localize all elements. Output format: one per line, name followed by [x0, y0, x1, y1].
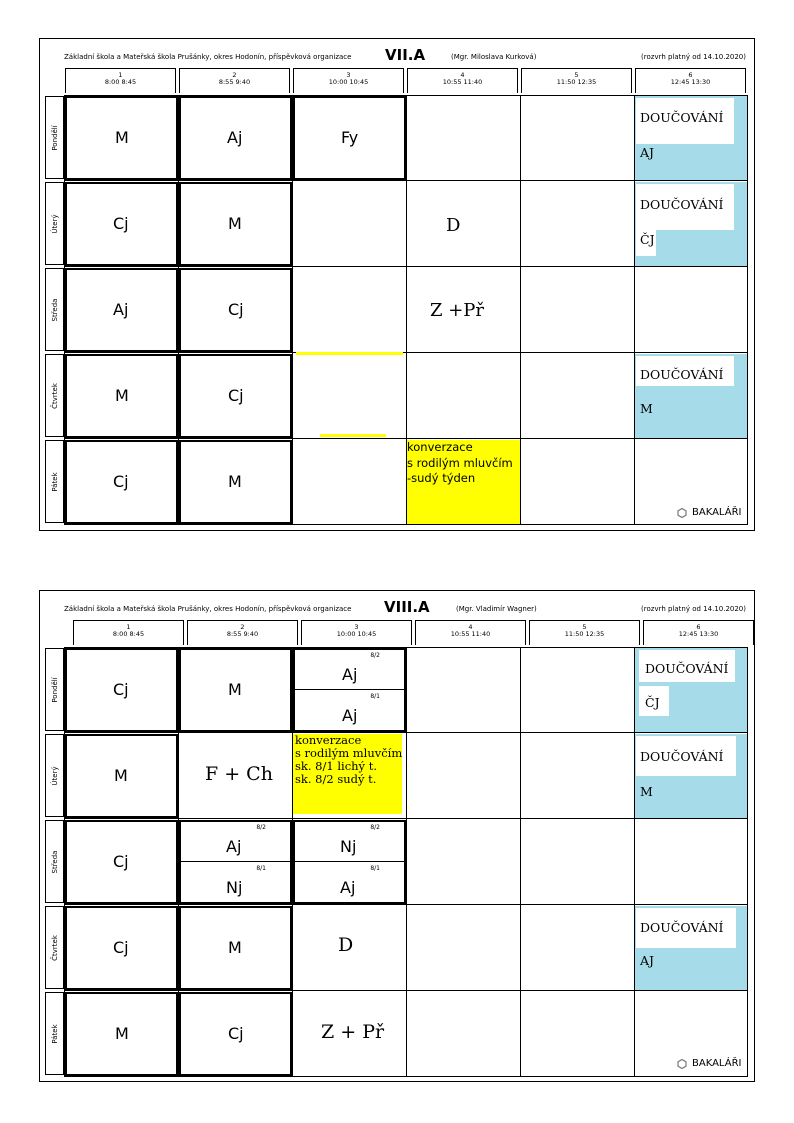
- lesson-cell: M: [65, 734, 178, 818]
- period-header-4: 4 10:55 11:40: [415, 620, 526, 645]
- timetable-vii-a: [39, 38, 755, 531]
- validity-note: (rozvrh platný od 14.10.2020): [641, 605, 746, 613]
- class-title: VII.A: [385, 46, 426, 64]
- lesson-label: F + Ch: [205, 763, 273, 785]
- group-label: 8/1: [256, 865, 266, 872]
- period-header-1: 1 8:00 8:45: [73, 620, 184, 645]
- lesson-cell: Cj: [179, 268, 292, 352]
- tutoring-subject: ČJ: [645, 695, 660, 710]
- lesson-cell: Aj: [179, 96, 292, 180]
- tutoring-subject: AJ: [640, 953, 655, 968]
- lesson-cell: Cj: [65, 820, 178, 904]
- group-label: 8/2: [370, 652, 380, 659]
- tutoring-label: DOUČOVÁNÍ: [640, 110, 724, 125]
- group-label: 8/2: [370, 824, 380, 831]
- period-header-5: 5 11:50 12:35: [529, 620, 640, 645]
- lesson-cell: Cj: [65, 906, 178, 990]
- bakalari-logo: BAKALÁŘI: [677, 1058, 741, 1069]
- day-label-friday: Pátek: [45, 992, 64, 1075]
- split-lesson-cell: 8/2 Aj 8/1 Nj: [179, 820, 292, 904]
- period-header-2: 2 8:55 9:40: [179, 68, 290, 93]
- timetable-viii-a: [39, 590, 755, 1082]
- lesson-cell: Cj: [65, 440, 178, 524]
- period-header-5: 5 11:50 12:35: [521, 68, 632, 93]
- school-name: Základní škola a Mateřská škola Prušánky, okres Hodonín, příspěvková organizace: [64, 605, 352, 613]
- tutoring-label: DOUČOVÁNÍ: [645, 661, 729, 676]
- day-label-tuesday: Úterý: [45, 734, 64, 817]
- tutoring-label: DOUČOVÁNÍ: [640, 749, 724, 764]
- tutoring-subject: ČJ: [640, 232, 655, 247]
- split-lesson-cell: 8/2 Nj 8/1 Aj: [293, 820, 406, 904]
- group-label: 8/1: [370, 865, 380, 872]
- group-label: 8/1: [370, 693, 380, 700]
- tutoring-subject: M: [640, 784, 653, 799]
- lesson-cell: M: [65, 354, 178, 438]
- lesson-cell: Cj: [65, 182, 178, 266]
- period-header-6: 6 12:45 13:30: [643, 620, 754, 645]
- lesson-cell: Aj: [65, 268, 178, 352]
- hexagon-icon: [677, 508, 687, 518]
- conversation-note: konverzace s rodilým mluvčím -sudý týden: [407, 440, 513, 485]
- lesson-label: Z +Př: [430, 300, 485, 321]
- lesson-cell: M: [179, 906, 292, 990]
- lesson-cell: M: [65, 96, 178, 180]
- day-label-thursday: Čtvrtek: [45, 354, 64, 437]
- lesson-label: Z + Př: [321, 1021, 385, 1043]
- period-header-4: 4 10:55 11:40: [407, 68, 518, 93]
- day-label-wednesday: Středa: [45, 820, 64, 903]
- lesson-label: D: [338, 934, 354, 956]
- lesson-cell: M: [65, 992, 178, 1076]
- lesson-cell: M: [179, 182, 292, 266]
- day-label-monday: Pondělí: [45, 96, 64, 179]
- period-header-6: 6 12:45 13:30: [635, 68, 746, 93]
- hexagon-icon: [677, 1059, 687, 1069]
- period-header-3: 3 10:00 10:45: [293, 68, 404, 93]
- lesson-cell: Cj: [65, 648, 178, 732]
- period-header-1: 1 8:00 8:45: [65, 68, 176, 93]
- lesson-cell: Fy: [293, 96, 406, 180]
- lesson-cell: M: [179, 440, 292, 524]
- day-label-tuesday: Úterý: [45, 182, 64, 265]
- class-teacher: (Mgr. Vladimír Wagner): [456, 605, 537, 613]
- lesson-cell: Cj: [179, 354, 292, 438]
- class-teacher: (Mgr. Miloslava Kurková): [451, 53, 537, 61]
- validity-note: (rozvrh platný od 14.10.2020): [641, 53, 746, 61]
- tutoring-label: DOUČOVÁNÍ: [640, 367, 724, 382]
- day-label-monday: Pondělí: [45, 648, 64, 731]
- day-label-thursday: Čtvrtek: [45, 906, 64, 989]
- day-label-wednesday: Středa: [45, 268, 64, 351]
- class-title: VIII.A: [384, 598, 430, 616]
- period-header-2: 2 8:55 9:40: [187, 620, 298, 645]
- bakalari-logo: BAKALÁŘI: [677, 507, 741, 518]
- conversation-note: konverzace s rodilým mluvčím sk. 8/1 lichý t. sk. 8/2 sudý t.: [295, 733, 403, 786]
- day-label-friday: Pátek: [45, 440, 64, 523]
- lesson-cell: Cj: [179, 992, 292, 1076]
- tutoring-label: DOUČOVÁNÍ: [640, 920, 724, 935]
- lesson-cell: M: [179, 648, 292, 732]
- group-label: 8/2: [256, 824, 266, 831]
- lesson-label: D: [446, 215, 461, 236]
- tutoring-label: DOUČOVÁNÍ: [640, 197, 724, 212]
- tutoring-subject: AJ: [640, 145, 655, 160]
- school-name: Základní škola a Mateřská škola Prušánky, okres Hodonín, příspěvková organizace: [64, 53, 352, 61]
- tutoring-subject: M: [640, 401, 653, 416]
- period-header-3: 3 10:00 10:45: [301, 620, 412, 645]
- split-lesson-cell: 8/2 Aj 8/1 Aj: [293, 648, 406, 732]
